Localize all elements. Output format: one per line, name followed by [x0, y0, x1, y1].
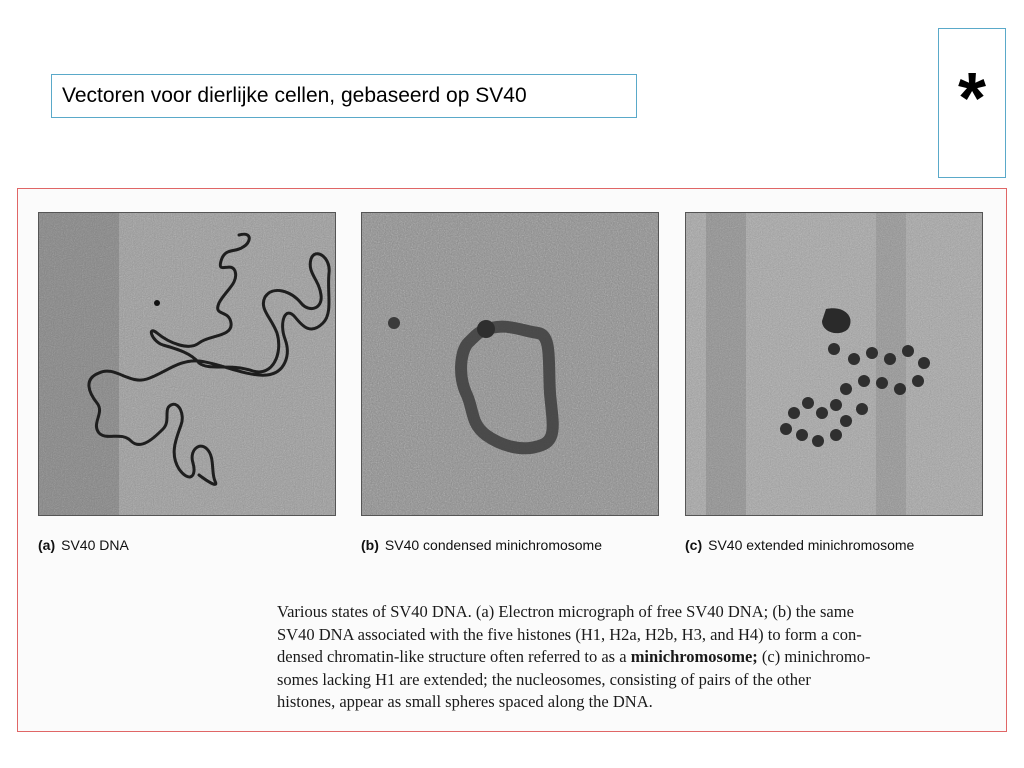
panel-a-letter: (a)	[38, 537, 56, 553]
caption-term-minichromosome: minichromosome;	[630, 647, 758, 666]
panel-b-label: SV40 condensed minichromosome	[384, 537, 603, 553]
slide-title-box	[51, 74, 637, 118]
panel-c-caption	[685, 537, 914, 553]
micrograph-b	[361, 212, 659, 516]
caption-line: somes lacking H1 are extended; the nucleosomes, consisting of pairs of the other	[277, 669, 811, 689]
panel-c-letter: (c)	[685, 537, 703, 553]
caption-line: histones, appear as small spheres spaced along the DNA.	[277, 692, 653, 711]
asterisk-mark: *	[957, 59, 987, 139]
micrograph-a	[38, 212, 336, 516]
caption-line	[277, 646, 992, 669]
panel-b-letter: (b)	[361, 537, 379, 553]
panel-b-caption	[361, 537, 602, 553]
panel-a-caption	[38, 537, 129, 553]
figure-frame	[17, 188, 1007, 732]
caption-line-part: densed chromatin-like structure often referred to as a	[277, 647, 631, 666]
star-placeholder-box	[938, 28, 1006, 178]
panel-a-label: SV40 DNA	[61, 537, 129, 553]
caption-line: Various states of SV40 DNA. (a) Electron micrograph of free SV40 DNA; (b) the same	[277, 602, 854, 621]
slide-title: Vectoren voor dierlijke cellen, gebaseerd op SV40	[62, 84, 527, 107]
caption-line: SV40 DNA associated with the five histones (H1, H2a, H2b, H3, and H4) to form a con-	[277, 624, 862, 644]
micrograph-c	[685, 212, 983, 516]
panel-c-label: SV40 extended minichromosome	[708, 537, 915, 553]
figure-caption-text	[277, 601, 992, 714]
caption-line-part: (c) minichromo-	[757, 647, 871, 666]
